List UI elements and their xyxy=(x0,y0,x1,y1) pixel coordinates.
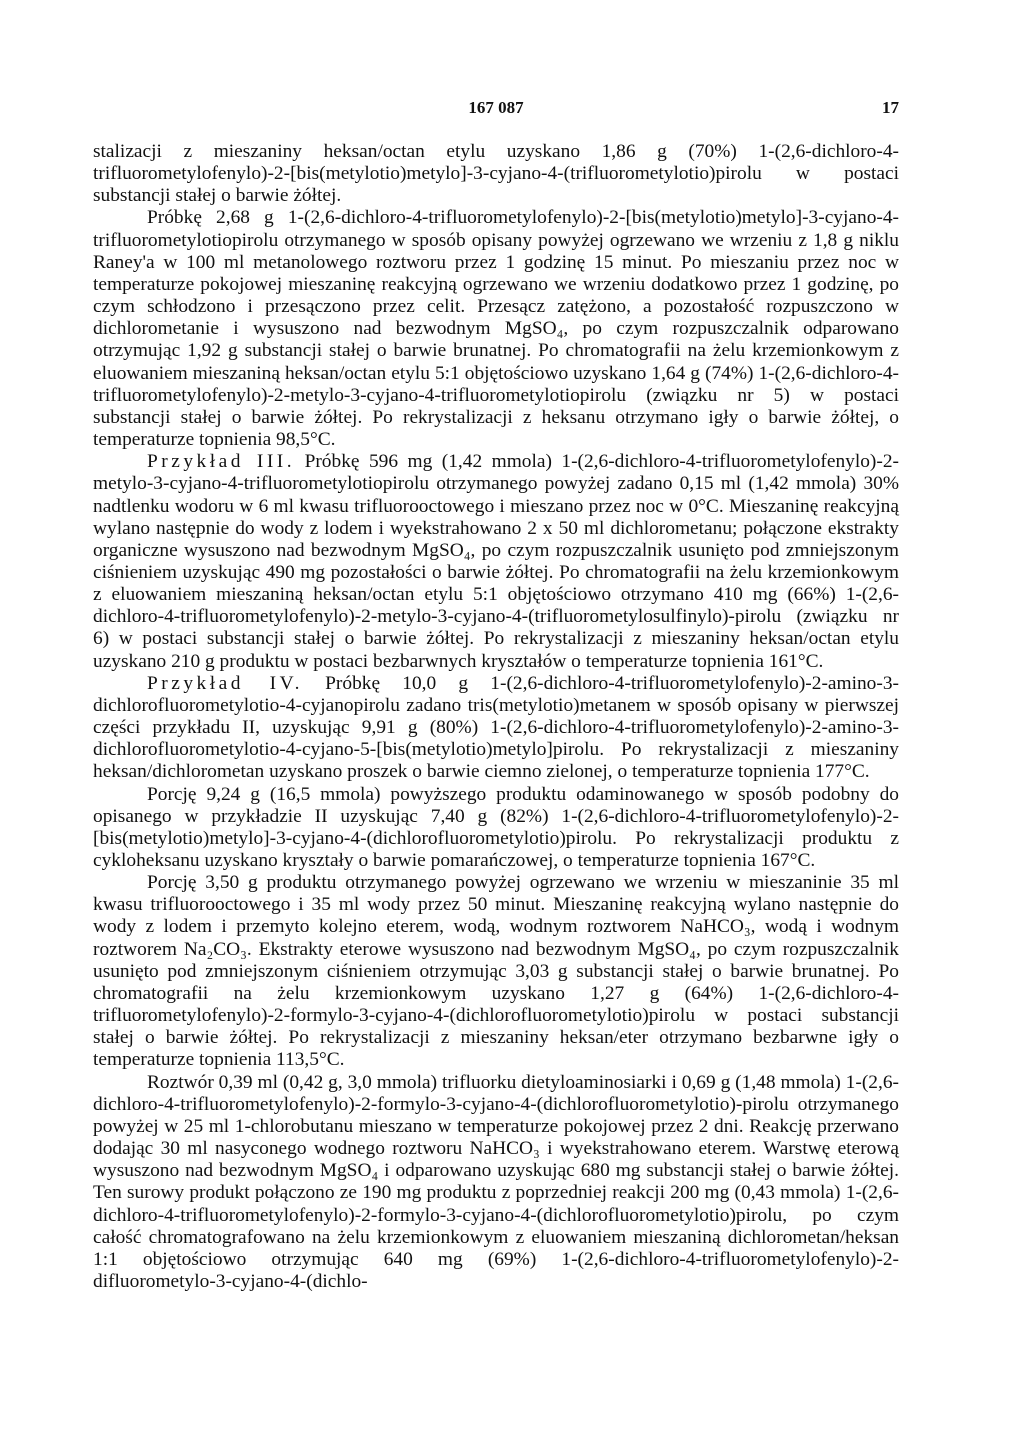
paragraph-1 xyxy=(93,141,899,207)
example-3-heading: Przykład III. xyxy=(147,451,296,473)
paragraph-1-text: stalizacji z mieszaniny heksan/octan etylu uzyskano 1,86 g (70%) 1-(2,6-dichloro-4-trifluorometylofenylo)-2-[bis(metylotio)metylo]-3-cyjano-4-(trifluorometylotio)pirolu w postaci substancji stałej o barwie żółtej. xyxy=(93,141,899,207)
paragraph-2 xyxy=(93,207,899,451)
paragraph-example-4-text: Próbkę 10,0 g 1-(2,6-dichloro-4-trifluorometylofenylo)-2-amino-3-dichlorofluorometylotio-4-cyjanopirolu zadano tris(metylotio)metanem w sposób opisany w pierwszej części przykładu II, uzyskując 9,91 g (80%) 1-(2,6-dichloro-4-trifluorometylofenylo)-2-amino-3-dichlorofluorometylotio-4-cyjano-5-[bis(metylotio)metylo]pirolu. Po rekrystalizacji z mieszaniny heksan/dichlorometan uzyskano proszek o barwie ciemno zielonej, o temperaturze topnienia 177°C. xyxy=(93,672,899,783)
example-4-heading: Przykład IV. xyxy=(147,672,303,694)
paragraph-2-text: Próbkę 2,68 g 1-(2,6-dichloro-4-trifluorometylofenylo)-2-[bis(metylotio)metylo]-3-cyjano-4-trifluorometylotiopirolu otrzymanego w sposób opisany powyżej ogrzewano we wrzeniu z 1,8 g niklu Raney'a w 100 ml metanolowego roztworu przez 1 godzinę 15 minut. Po mieszaniu przez noc w temperaturze pokojowej mieszaninę reakcyjną ogrzewano we wrzeniu dodatkowo przez 1 godzinę, po czym schłodzono i przesączono przez celit. Przesącz zatężono, a pozostałość rozpuszczono w dichlorometanie i wysuszono nad bezwodnym MgSO₄, po czym rozpuszczalnik odparowano otrzymując 1,92 g substancji stałej o barwie brunatnej. Po chromatografii na żelu krzemionkowym z eluowaniem mieszaniną heksan/octan etylu 5:1 objętościowo uzyskano 1,64 g (74%) 1-(2,6-dichloro-4-trifluorometylofenylo)-2-metylo-3-cyjano-4-trifluorometylotiopirolu (związku nr 5) w postaci substancji stałej o barwie żółtej. Po rekrystalizacji z heksanu otrzymano igły o barwie żółtej, o temperaturze topnienia 98,5°C. xyxy=(93,207,899,451)
patent-number: 167 087 xyxy=(468,98,524,117)
paragraph-5-text: Porcję 9,24 g (16,5 mmola) powyższego produktu odaminowanego w sposób podobny do opisanego w przykładzie II uzyskując 7,40 g (82%) 1-(2,6-dichloro-4-trifluorometylofenylo)-2-[bis(metylotio)metylo]-3-cyjano-4-(dichlorofluorometylotio)pirolu. Po rekrystalizacji produktu z cykloheksanu uzyskano kryształy o barwie pomarańczowej, o temperaturze topnienia 167°C. xyxy=(93,783,899,871)
paragraph-7 xyxy=(93,1072,899,1294)
paragraph-example-3-text: Próbkę 596 mg (1,42 mmola) 1-(2,6-dichloro-4-trifluorometylofenylo)-2-metylo-3-cyjano-4-trifluorometylotiopirolu otrzymanego powyżej zadano 0,15 ml (1,42 mmola) 30% nadtlenku wodoru w 6 ml kwasu trifluorooctowego i mieszano przez noc w 0°C. Mieszaninę reakcyjną wylano następnie do wody z lodem i wyekstrahowano 2 x 50 ml dichlorometanu; połączone ekstrakty organiczne wysuszono nad bezwodnym MgSO₄, po czym rozpuszczalnik usunięto pod zmniejszonym ciśnieniem uzyskując 490 mg pozostałości o barwie żółtej. Po chromatografii na żelu krzemionkowym z eluowaniem mieszaniną heksan/octan etylu 5:1 objętościowo otrzymano 410 mg (66%) 1-(2,6-dichloro-4-trifluorometylofenylo)-2-metylo-3-cyjano-4-(trifluorometylosulfinylo)-pirolu (związku nr 6) w postaci substancji stałej o barwie żółtej. Po rekrystalizacji z mieszaniny heksan/octan etylu uzyskano 210 g produktu w postaci bezbarwnych kryształów o temperaturze topnienia 161°C. xyxy=(93,451,899,672)
page-header xyxy=(93,98,899,122)
paragraph-6 xyxy=(93,872,899,1071)
body-text xyxy=(93,141,899,1293)
page-number: 17 xyxy=(882,98,899,117)
paragraph-6-text: Porcję 3,50 g produktu otrzymanego powyżej ogrzewano we wrzeniu w mieszaninie 35 ml kwasu trifluorooctowego i 35 ml wody przez 50 minut. Mieszaninę reakcyjną wylano następnie do wody z lodem i przemyto kolejno eterem, wodą, wodnym roztworem NaHCO₃, wodą i wodnym roztworem Na₂CO₃. Ekstrakty eterowe wysuszono nad bezwodnym MgSO₄, po czym rozpuszczalnik usunięto pod zmniejszonym ciśnieniem otrzymując 3,03 g substancji stałej o barwie brunatnej. Po chromatografii na żelu krzemionkowym uzyskano 1,27 g (64%) 1-(2,6-dichloro-4-trifluorometylofenylo)-2-formylo-3-cyjano-4-(dichlorofluorometylotio)pirolu w postaci substancji stałej o barwie żółtej. Po rekrystalizacji z mieszaniny heksan/eter otrzymano bezbarwne igły o temperaturze topnienia 113,5°C. xyxy=(93,872,899,1071)
paragraph-5 xyxy=(93,784,899,873)
paragraph-7-text: Roztwór 0,39 ml (0,42 g, 3,0 mmola) trifluorku dietyloaminosiarki i 0,69 g (1,48 mmola) 1-(2,6-dichloro-4-trifluorometylofenylo)-2-formylo-3-cyjano-4-(dichlorofluorometylotio)-pirolu otrzymanego powyżej w 25 ml 1-chlorobutanu mieszano w temperaturze pokojowej przez 2 dni. Reakcję przerwano dodając 30 ml nasyconego wodnego roztworu NaHCO₃ i wyekstrahowano eterem. Warstwę eterową wysuszono nad bezwodnym MgSO₄ i odparowano uzyskując 680 mg substancji stałej o barwie żółtej. Ten surowy produkt połączono ze 190 mg produktu z poprzedniej reakcji 200 mg (0,43 mmola) 1-(2,6-dichloro-4-trifluorometylofenylo)-2-formylo-3-cyjano-4-(dichlorofluorometylotio)pirolu, po czym całość chromatografowano na żelu krzemionkowym z eluowaniem mieszaniną dichlorometan/heksan 1:1 objętościowo otrzymując 640 mg (69%) 1-(2,6-dichloro-4-trifluorometylofenylo)-2-difluorometylo-3-cyjano-4-(dichlo- xyxy=(93,1071,899,1292)
paragraph-example-4 xyxy=(93,673,899,784)
paragraph-example-3 xyxy=(93,451,899,673)
